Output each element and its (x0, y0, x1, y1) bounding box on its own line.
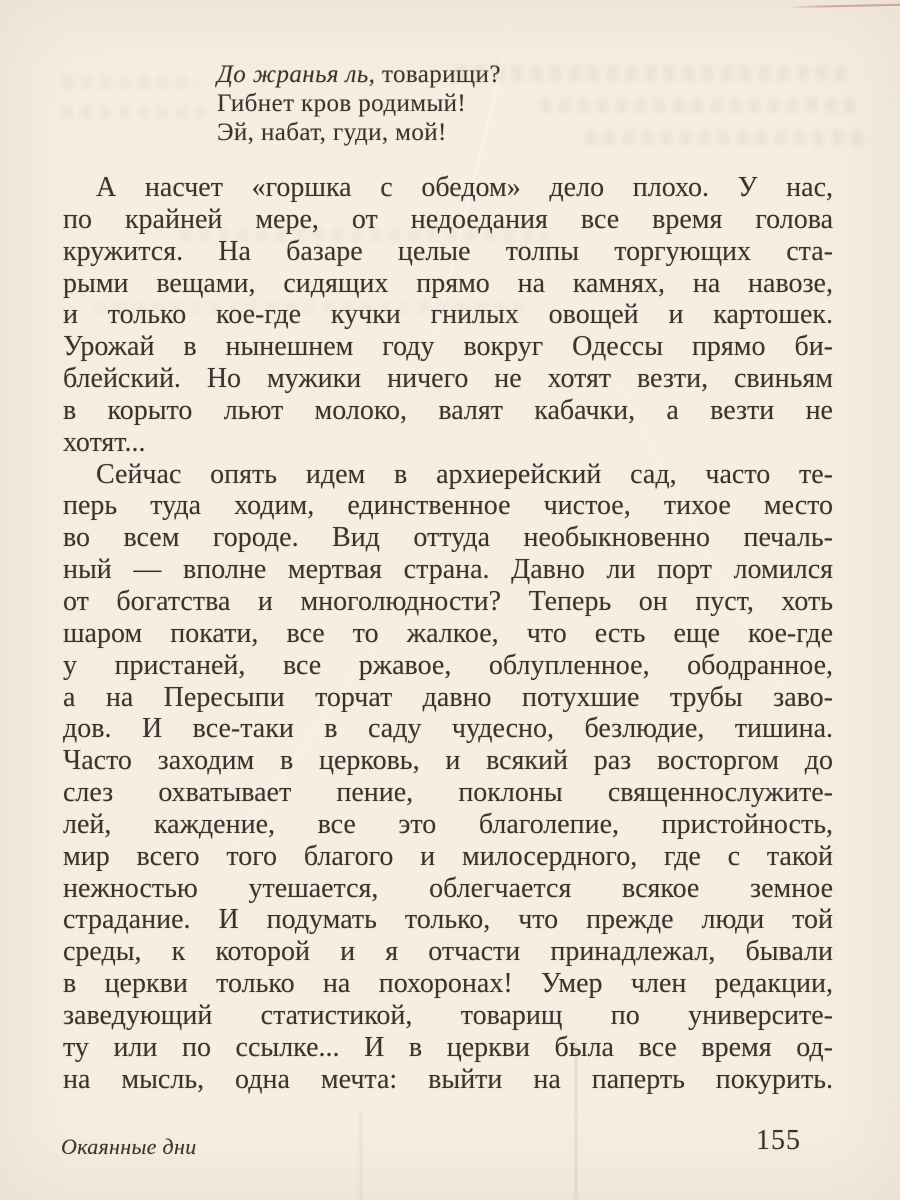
paper-edge-mark (786, 4, 900, 8)
body-line: а на Пересыпи торчат давно потухшие трубы заво- (63, 681, 833, 713)
verse-line: Гибнет кров родимый! (217, 90, 467, 117)
body-line: слез охватывает пение, поклоны священнослужите- (63, 777, 833, 809)
verse-line (217, 60, 501, 89)
body-line: Часто заходим в церковь, и всякий раз восторгом до (63, 745, 833, 777)
body-line: Урожай в нынешнем году вокруг Одессы прямо би- (63, 331, 833, 363)
body-line: в корыто льют молоко, валят кабачки, а везти не (63, 394, 833, 426)
body-line: у пристаней, все ржавое, облупленное, ободранное, (63, 649, 833, 681)
verse-line-regular-part: товарищи? (375, 61, 501, 88)
paper-crease (360, 1110, 362, 1200)
body-line: рыми вещами, сидящих прямо на камнях, на навозе, (63, 267, 833, 299)
body-line: среды, к которой и я отчасти принадлежал, бывали (63, 936, 833, 968)
show-through-ghost (62, 76, 197, 89)
body-line: шаром покати, все то жалкое, что есть еще кое-где (63, 617, 833, 649)
body-line: мир всего того благого и милосердного, где с такой (63, 840, 833, 872)
verse-line: Эй, набат, гуди, мой! (217, 119, 447, 146)
show-through-ghost (62, 106, 212, 119)
body-line: хотят... (63, 426, 146, 458)
body-line: на мысль, одна мечта: выйти на паперть покурить. (63, 1063, 833, 1095)
running-title: Окаянные дни (61, 1134, 197, 1159)
body-line: в церкви только на похоронах! Умер член редакции, (63, 968, 833, 1000)
body-line: перь туда ходим, единственное чистое, тихое место (63, 490, 833, 522)
show-through-ghost (540, 98, 860, 113)
body-line: А насчет «горшка с обедом» дело плохо. У нас, (96, 172, 833, 203)
body-line: и только кое-где кучки гнилых овощей и картошек. (63, 299, 833, 331)
body-line: кружится. На базаре целые толпы торгующих ста- (63, 235, 833, 267)
verse-line-italic-part: До жранья ль, (217, 61, 376, 88)
body-text (63, 172, 833, 1095)
body-line: блейский. Но мужики ничего не хотят везти, свиньям (63, 363, 833, 395)
body-line: Сейчас опять идем в архиерейский сад, часто те- (96, 458, 833, 490)
paragraph-1 (63, 172, 833, 459)
page-number: 155 (756, 1125, 801, 1156)
body-line: лей, каждение, все это благолепие, пристойность, (63, 808, 833, 840)
body-line: дов. И все-таки в саду чудесно, безлюдие, тишина. (63, 713, 833, 745)
paragraph-2 (63, 459, 833, 1096)
body-line: ту или по ссылке... И в церкви была все время од- (63, 1031, 833, 1063)
show-through-ghost (585, 130, 865, 145)
show-through-ghost (455, 66, 850, 81)
body-line: от богатства и многолюдности? Теперь он пуст, хоть (63, 585, 833, 617)
body-line: заведующий статистикой, товарищ по университе- (63, 999, 833, 1031)
body-line: по крайней мере, от недоедания все время голова (63, 203, 833, 235)
body-line: нежностью утешается, облегчается всякое земное (63, 872, 833, 904)
body-line: ный — вполне мертвая страна. Давно ли порт ломился (63, 554, 833, 586)
verse-epigraph (217, 60, 501, 147)
body-line: страдание. И подумать только, что прежде люди той (63, 904, 833, 936)
body-line: во всем городе. Вид оттуда необыкновенно печаль- (63, 522, 833, 554)
